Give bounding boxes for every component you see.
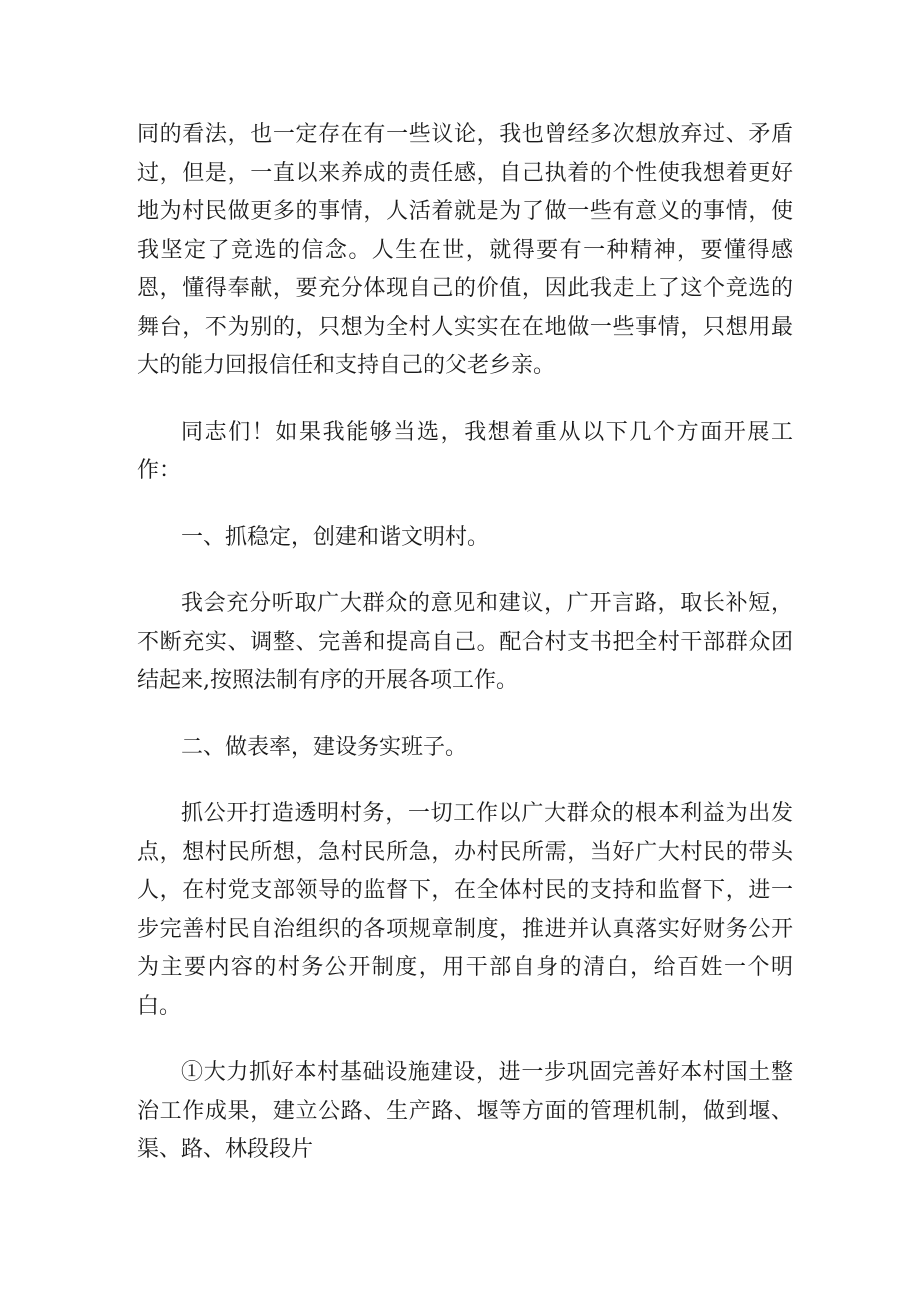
paragraph-continuation: 同的看法，也一定存在有一些议论，我也曾经多次想放弃过、矛盾过，但是，一直以来养成的责任感，自己执着的个性使我想着更好地为村民做更多的事情，人活着就是为了做一些有意义的事情，使我坚定了竞选的信念。人生在世，就得要有一种精神，要懂得感恩，懂得奉献，要充分体现自己的价值，因此我走上了这个竞选的舞台，不为别的，只想为全村人实实在在地做一些事情，只想用最大的能力回报信任和支持自己的父老乡亲。 xyxy=(137,122,793,378)
paragraph-section-two: 抓公开打造透明村务，一切工作以广大群众的根本利益为出发点，想村民所想，急村民所急，办村民所需，当好广大村民的带头人，在村党支部领导的监督下，在全体村民的支持和监督下，进一步完善村民自治组织的各项规章制度，推进并认真落实好财务公开为主要内容的村务公开制度，用干部自身的清白，给百姓一个明白。 xyxy=(137,801,793,1019)
document-body xyxy=(137,116,793,1198)
paragraph-comrades: 同志们！如果我能够当选，我想着重从以下几个方面开展工作： xyxy=(137,419,793,483)
heading-section-one: 一、抓稳定，创建和谐文明村。 xyxy=(181,524,490,550)
paragraph-item-one: ①大力抓好本村基础设施建设，进一步巩固完善好本村国土整治工作成果，建立公路、生产路、堰等方面的管理机制，做到堰、渠、路、林段段片 xyxy=(137,1060,793,1162)
heading-section-two: 二、做表率，建设务实班子。 xyxy=(181,734,468,760)
paragraph-section-one: 我会充分听取广大群众的意见和建议，广开言路，取长补短，不断充实、调整、完善和提高自己。配合村支书把全村干部群众团结起来,按照法制有序的开展各项工作。 xyxy=(137,591,793,693)
